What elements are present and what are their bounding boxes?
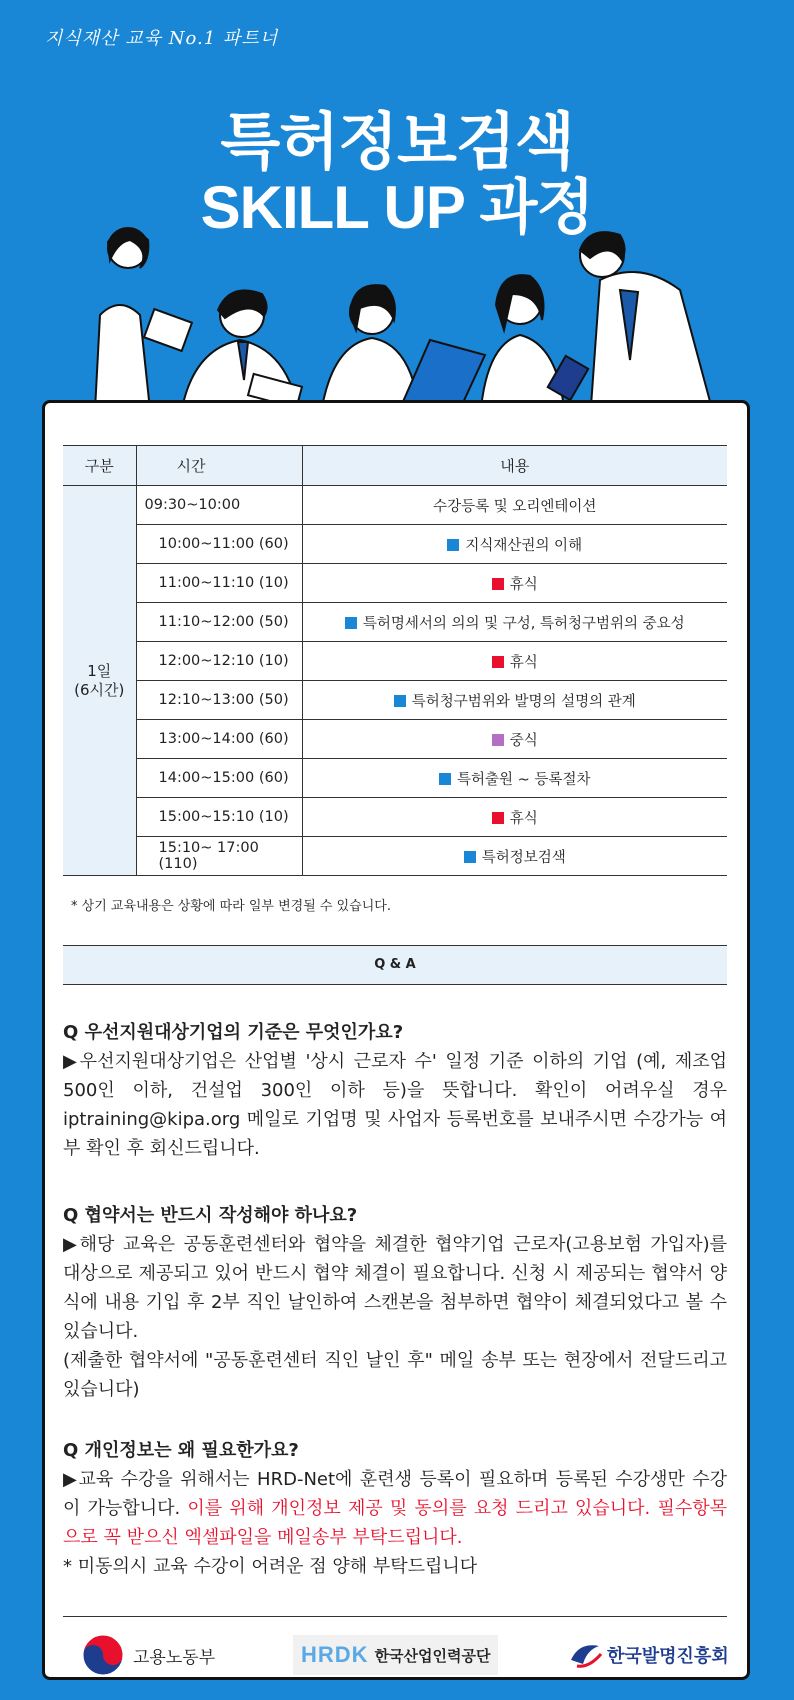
hrdk-logo-mark: HRDK <box>301 1642 369 1667</box>
row-content-text: 지식재산권의 이해 <box>465 537 583 554</box>
moel-logo-text: 고용노동부 <box>133 1647 216 1668</box>
row-content <box>302 798 727 837</box>
schedule-note: * 상기 교육내용은 상황에 따라 일부 변경될 수 있습니다. <box>71 899 391 914</box>
column-header-division: 구분 <box>63 446 136 486</box>
qa-item-3 <box>63 1436 727 1581</box>
marker-icon <box>492 812 504 824</box>
row-content-text: 휴식 <box>509 654 538 671</box>
qa-question: Q 우선지원대상기업의 기준은 무엇인가요? <box>63 1022 404 1043</box>
row-content-text: 수강등록 및 오리엔테이션 <box>433 498 597 515</box>
row-time: 15:00~15:10 (10) <box>136 798 302 837</box>
marker-icon <box>492 578 504 590</box>
table-row <box>63 486 727 525</box>
worker-figure-4 <box>480 275 588 420</box>
row-content <box>302 603 727 642</box>
row-time: 14:00~15:00 (60) <box>136 759 302 798</box>
table-row <box>63 564 727 603</box>
row-content-text: 특허출원 ~ 등록절차 <box>457 771 591 788</box>
column-header-content: 내용 <box>302 446 727 486</box>
row-content-text: 중식 <box>509 732 538 749</box>
qa-section-title: Q & A <box>63 945 727 985</box>
qa-answer-text: ▶교육 수강을 위해서는 HRD-Net에 훈련생 등록이 필요하며 등록된 수강생만 수강이 가능합니다. <box>63 1469 727 1519</box>
table-row <box>63 759 727 798</box>
qa-item-2 <box>63 1201 727 1404</box>
row-content <box>302 681 727 720</box>
moel-logo <box>81 1633 215 1677</box>
kipa-emblem-icon <box>569 1640 603 1670</box>
row-time: 12:00~12:10 (10) <box>136 642 302 681</box>
table-row <box>63 603 727 642</box>
schedule-table <box>63 445 727 876</box>
row-content <box>302 564 727 603</box>
table-row <box>63 681 727 720</box>
marker-icon <box>345 617 357 629</box>
hrdk-logo-text: 한국산업인력공단 <box>374 1646 491 1665</box>
content-card <box>42 400 750 1680</box>
row-content-text: 휴식 <box>509 576 538 593</box>
hrdk-logo <box>293 1635 498 1675</box>
qa-question: Q 개인정보는 왜 필요한가요? <box>63 1440 299 1461</box>
office-workers-illustration <box>0 220 794 420</box>
row-content <box>302 642 727 681</box>
row-time: 15:10~ 17:00 (110) <box>136 837 302 876</box>
qa-answer <box>63 1465 727 1552</box>
row-time: 13:00~14:00 (60) <box>136 720 302 759</box>
row-time: 11:00~11:10 (10) <box>136 564 302 603</box>
qa-answer-note: * 미동의시 교육 수강이 어려운 점 양해 부탁드립니다 <box>63 1556 478 1577</box>
marker-icon <box>439 773 451 785</box>
marker-icon <box>492 734 504 746</box>
table-header-row <box>63 446 727 486</box>
row-content <box>302 759 727 798</box>
taegeuk-icon <box>81 1633 125 1677</box>
footer-divider <box>63 1616 727 1617</box>
tagline: 지식재산 교육 No.1 파트너 <box>45 28 279 49</box>
row-content-text: 특허정보검색 <box>481 849 566 866</box>
row-content <box>302 837 727 876</box>
qa-question: Q 협약서는 반드시 작성해야 하나요? <box>63 1205 358 1226</box>
qa-item-1 <box>63 1018 727 1163</box>
page-title: 특허정보검색 <box>220 108 574 177</box>
qa-answer: ▶해당 교육은 공동훈련센터와 협약을 체결한 협약기업 근로자(고용보험 가입자)를 대상으로 제공되고 있어 반드시 협약 체결이 필요합니다. 신청 시 제공되는 협약서 양식에 내용 기입 후 2부 직인 날인하여 스캔본을 첨부하면 협약이 체결되었다고 볼 수 있습니다. <box>63 1234 727 1342</box>
table-row <box>63 798 727 837</box>
row-content-text: 휴식 <box>509 810 538 827</box>
row-content <box>302 720 727 759</box>
row-content <box>302 486 727 525</box>
qa-answer-highlight: 이를 위해 개인정보 제공 및 동의를 요청 드리고 있습니다. 필수항목으로 꼭 받으신 엑셀파일을 메일송부 부탁드립니다. <box>63 1498 727 1548</box>
qa-answer: ▶우선지원대상기업은 산업별 '상시 근로자 수' 일정 기준 이하의 기업 (예, 제조업 500인 이하, 건설업 300인 이하 등)을 뜻합니다. 확인이 어려우실 경우 iptraining@kipa.org 메일로 기업명 및 사업자 등록번호를 보내주시면 수강가능 여부 확인 후 회신드립니다. <box>63 1051 727 1159</box>
marker-icon <box>394 695 406 707</box>
table-row <box>63 642 727 681</box>
table-row <box>63 837 727 876</box>
qa-answer-note: (제출한 협약서에 "공동훈련센터 직인 날인 후" 메일 송부 또는 현장에서 전달드리고 있습니다) <box>63 1350 727 1400</box>
day-label: 1일 <box>87 661 112 680</box>
kipa-logo <box>569 1635 729 1675</box>
row-time: 10:00~11:00 (60) <box>136 525 302 564</box>
column-header-time: 시간 <box>136 446 302 486</box>
marker-icon <box>447 539 459 551</box>
marker-icon <box>464 851 476 863</box>
row-content <box>302 525 727 564</box>
table-row <box>63 525 727 564</box>
row-content-text: 특허청구범위와 발명의 설명의 관계 <box>411 693 636 710</box>
table-row <box>63 720 727 759</box>
day-cell <box>63 486 136 876</box>
worker-figure-1 <box>95 228 192 410</box>
row-content-text: 특허명세서의 의의 및 구성, 특허청구범위의 중요성 <box>362 615 685 632</box>
kipa-logo-text: 한국발명진흥회 <box>607 1646 729 1667</box>
page-subtitle: SKILL UP 과정 <box>200 174 594 241</box>
row-time: 09:30~10:00 <box>136 486 302 525</box>
row-time: 12:10~13:00 (50) <box>136 681 302 720</box>
row-time: 11:10~12:00 (50) <box>136 603 302 642</box>
marker-icon <box>492 656 504 668</box>
day-hours-label: (6시간) <box>74 680 125 699</box>
worker-figure-5 <box>580 232 715 420</box>
